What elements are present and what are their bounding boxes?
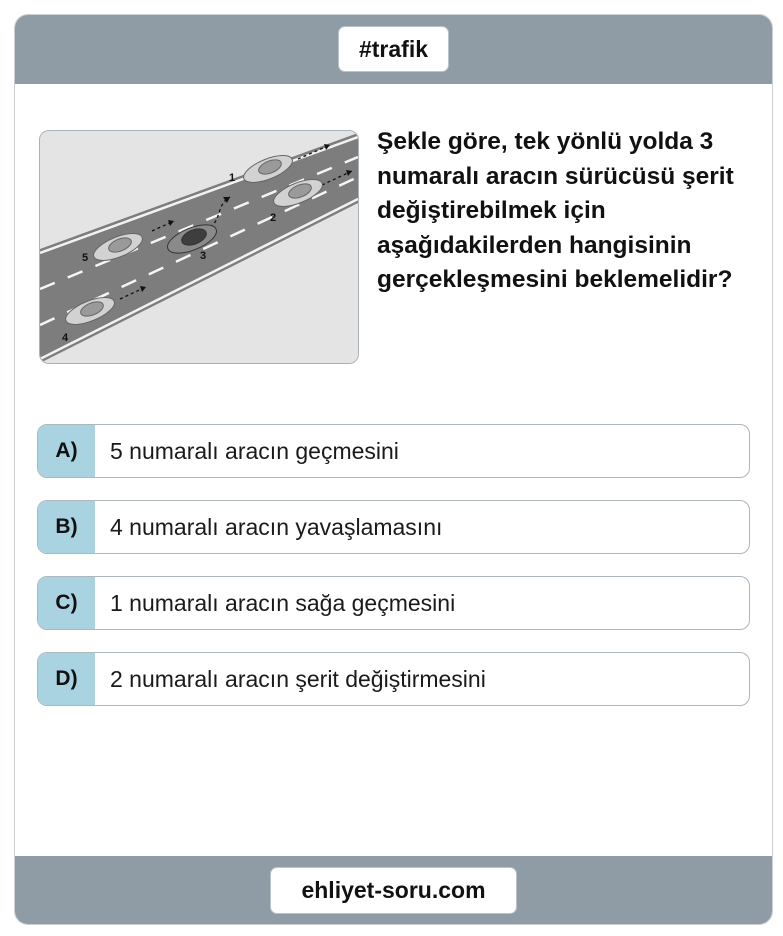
topic-tag[interactable]: #trafik <box>338 26 449 72</box>
option-d-text: 2 numaralı aracın şerit değiştirmesini <box>110 665 486 692</box>
road-diagram <box>40 131 358 363</box>
question-card <box>14 14 773 925</box>
option-c[interactable] <box>37 576 750 630</box>
car-label-2: 2 <box>270 212 277 224</box>
site-link[interactable]: ehliyet-soru.com <box>270 867 517 914</box>
option-d-letter: D) <box>38 653 95 705</box>
option-a-letter: A) <box>38 425 95 477</box>
car-label-1: 1 <box>229 172 236 184</box>
question-text: Şekle göre, tek yönlü yolda 3 numaralı aracın sürücüsü şerit değiştirebilmek için aşağıdakilerden hangisinin gerçekleşmesini beklemelidir? <box>377 128 734 293</box>
option-b-letter: B) <box>38 501 95 553</box>
card-footer <box>15 856 772 924</box>
option-c-text: 1 numaralı aracın sağa geçmesini <box>110 589 456 616</box>
option-a[interactable] <box>37 424 750 478</box>
option-a-text: 5 numaralı aracın geçmesini <box>110 437 399 464</box>
option-d[interactable] <box>37 652 750 706</box>
car-label-5: 5 <box>82 252 89 264</box>
car-label-3: 3 <box>200 250 207 262</box>
card-header <box>15 15 772 84</box>
car-label-4: 4 <box>62 332 69 344</box>
road-illustration <box>39 130 359 364</box>
option-b[interactable] <box>37 500 750 554</box>
option-c-letter: C) <box>38 577 95 629</box>
option-b-text: 4 numaralı aracın yavaşlamasını <box>110 513 443 540</box>
